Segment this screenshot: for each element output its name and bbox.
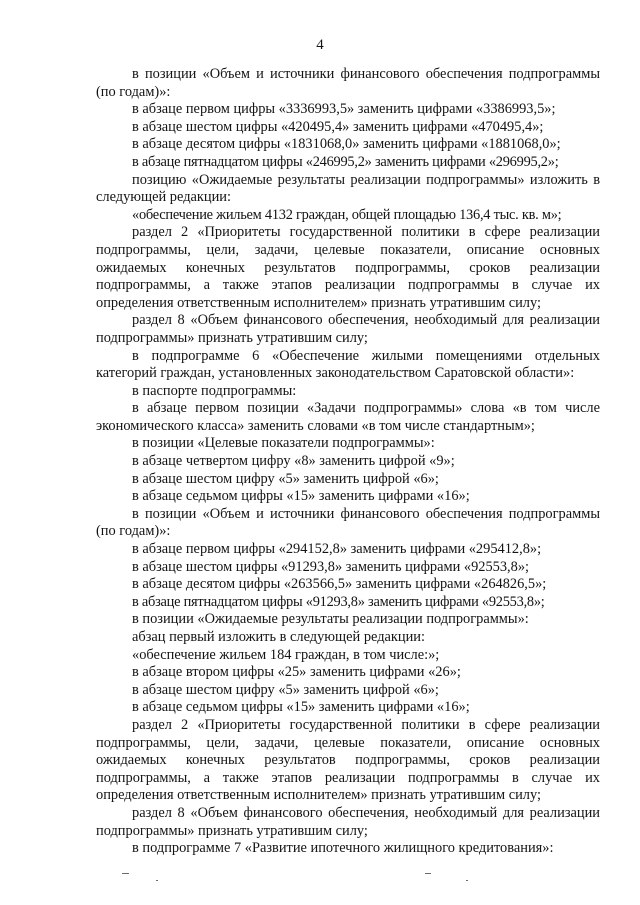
paragraph: в позиции «Целевые показатели подпрограммы»: [132,435,435,452]
paragraph: в позиции «Объем и источники финансового обеспечения подпрограммы (по годам)»: [96,66,600,100]
paragraph: в подпрограмме 6 «Обеспечение жилыми помещениями отдельных категорий граждан, установленных законодательством Саратовской области»: [96,347,600,382]
paragraph: раздел 8 «Объем финансового обеспечения, необходимый для реализации подпрограммы» признать утратившим силу; [96,804,600,839]
scan-artifact [156,880,158,881]
paragraph: в абзаце шестом цифру «5» заменить цифрой «6»; [132,681,439,698]
paragraph: «обеспечение жильем 4132 граждан, общей площадью 136,4 тыс. кв. м»; [132,206,562,223]
paragraph: в позиции «Объем и источники финансового обеспечения подпрограммы (по годам)»: [96,505,600,540]
page-number: 4 [316,37,324,53]
paragraph: в абзаце первом цифры «294152,8» заменить цифрами «295412,8»; [132,541,542,558]
scan-artifact [122,873,129,874]
paragraph: в абзаце пятнадцатом цифры «246995,2» заменить цифрами «296995,2»; [132,153,559,170]
paragraph: в абзаце шестом цифры «420495,4» заменить цифрами «470495,4»; [132,118,544,135]
paragraph: в паспорте подпрограммы: [132,382,297,399]
document-body [96,66,600,858]
paragraph: в абзаце шестом цифры «91293,8» заменить цифрами «92553,8»; [132,558,530,575]
scan-artifact [425,873,431,874]
paragraph: в абзаце первом позиции «Задачи подпрограммы» слова «в том числе экономического класса» заменить словами «в том числе стандартным»; [96,400,600,434]
paragraph: в абзаце первом цифры «3336993,5» заменить цифрами «3386993,5»; [132,101,556,118]
scan-artifact [466,880,468,881]
paragraph: в позиции «Ожидаемые результаты реализации подпрограммы»: [132,611,529,628]
paragraph: в абзаце пятнадцатом цифры «91293,8» заменить цифрами «92553,8»; [132,593,545,610]
paragraph: в подпрограмме 7 «Развитие ипотечного жилищного кредитования»: [132,840,554,857]
paragraph: позицию «Ожидаемые результаты реализации подпрограммы» изложить в следующей редакции: [96,171,600,206]
paragraph: абзац первый изложить в следующей редакции: [132,629,426,645]
paragraph: в абзаце седьмом цифры «15» заменить цифрами «16»; [132,488,470,505]
paragraph: раздел 2 «Приоритеты государственной политики в сфере реализации подпрограммы, цели, задачи, целевые показатели, описание основных ожидаемых конечных результатов подпрограммы, сроков реализации подпрограммы, а также этапов реализации подпрограммы в случае их определения ответственным исполнителем» признать утратившим силу; [96,716,600,804]
paragraph: раздел 2 «Приоритеты государственной политики в сфере реализации подпрограммы, цели, задачи, целевые показатели, описание основных ожидаемых конечных результатов подпрограммы, сроков реализации подпрограммы, а также этапов реализации подпрограммы в случае их определения ответственным исполнителем» признать утратившим силу; [96,224,600,311]
paragraph: в абзаце шестом цифру «5» заменить цифрой «6»; [132,470,439,487]
paragraph: в абзаце седьмом цифры «15» заменить цифрами «16»; [132,699,470,716]
paragraph: «обеспечение жильем 184 граждан, в том числе:»; [132,646,440,663]
paragraph: раздел 8 «Объем финансового обеспечения, необходимый для реализации подпрограммы» признать утратившим силу; [96,312,600,346]
paragraph: в абзаце десятом цифры «263566,5» заменить цифрами «264826,5»; [132,576,547,593]
paragraph: в абзаце четвертом цифру «8» заменить цифрой «9»; [132,453,455,470]
paragraph: в абзаце втором цифры «25» заменить цифрами «26»; [132,664,461,681]
paragraph: в абзаце десятом цифры «1831068,0» заменить цифрами «1881068,0»; [132,136,561,153]
